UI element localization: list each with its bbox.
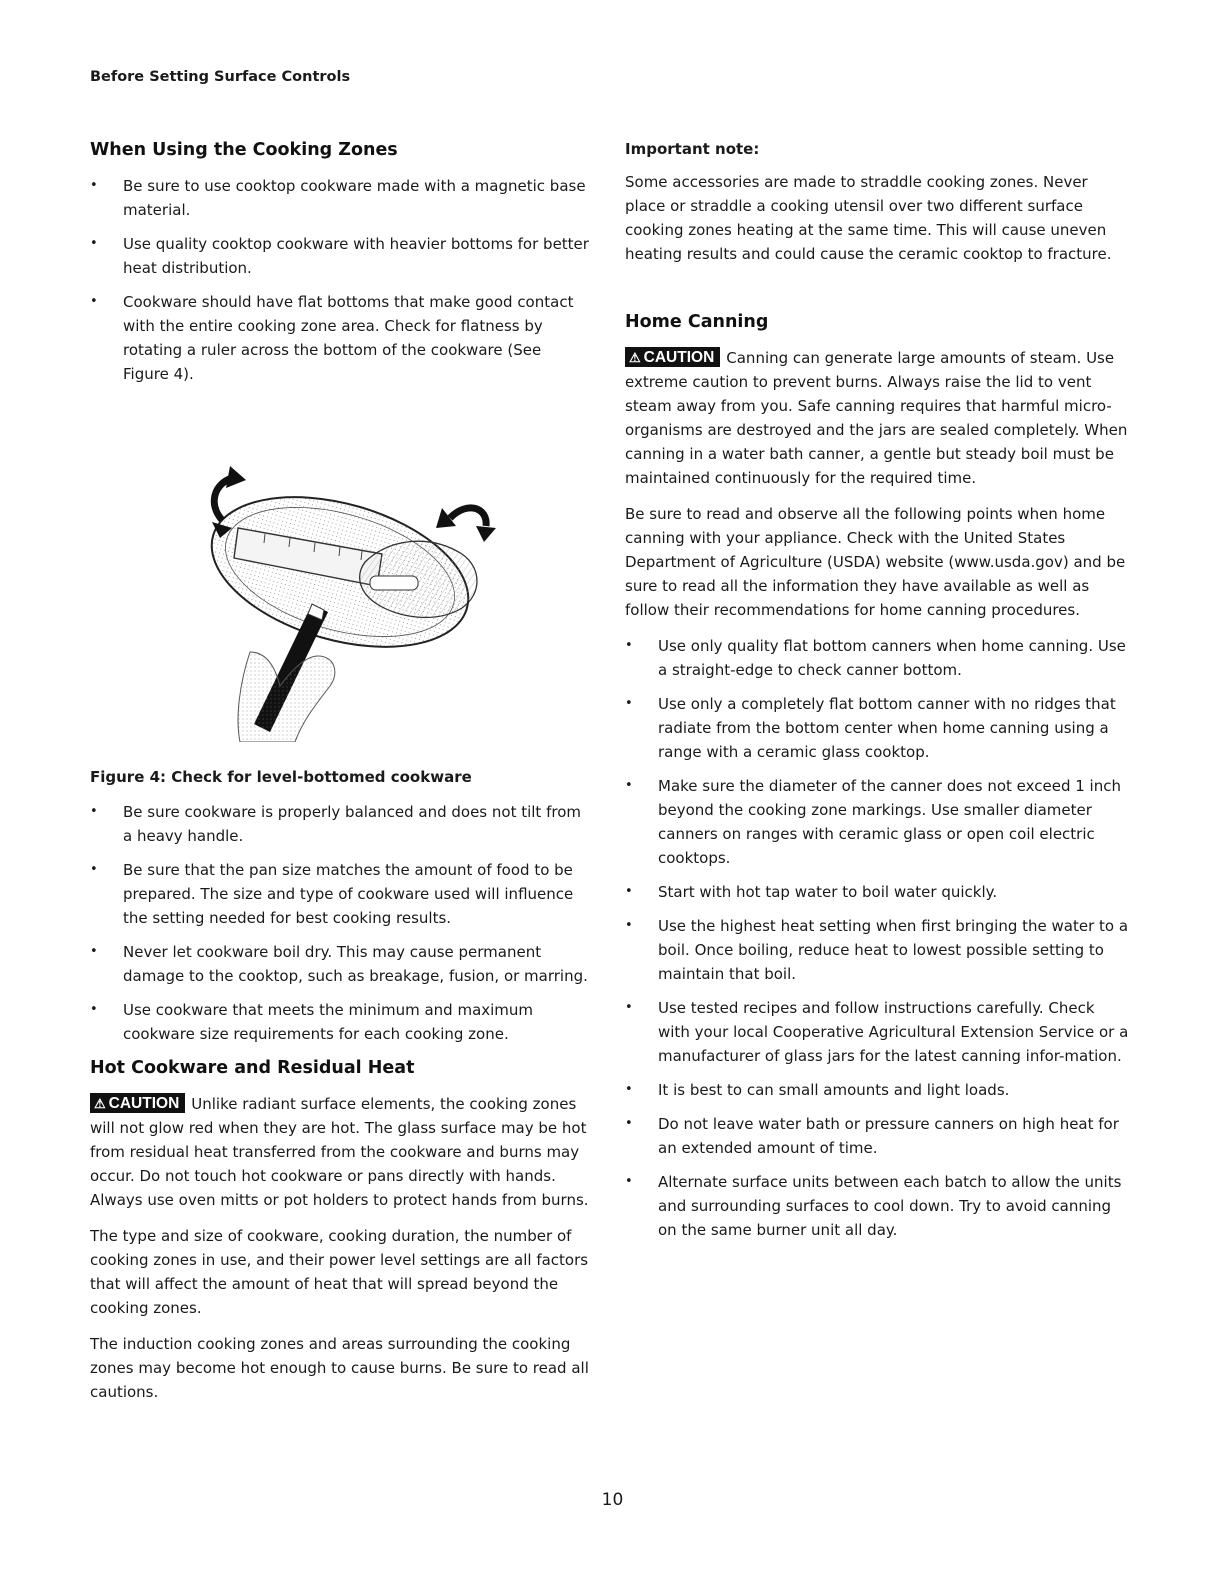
caution-label xyxy=(625,347,720,367)
bullet-icon: • xyxy=(625,638,633,653)
list-item xyxy=(90,940,590,988)
list-item-text: Be sure to use cooktop cookware made with a magnetic base material. xyxy=(123,177,586,219)
list-item xyxy=(90,998,590,1046)
list-item-text: Use quality cooktop cookware with heavier bottoms for better heat distribution. xyxy=(123,235,589,277)
list-item-text: Alternate surface units between each batch to allow the units and surrounding surfaces to cool down. Try to avoid canning on the same burner unit all day. xyxy=(658,1173,1122,1239)
bullet-icon: • xyxy=(90,944,98,959)
home-canning-heading: Home Canning xyxy=(625,312,769,332)
cooking-zones-heading: When Using the Cooking Zones xyxy=(90,140,398,160)
rotate-arrow-right-icon xyxy=(436,508,496,542)
list-item-text: It is best to can small amounts and light loads. xyxy=(658,1081,1010,1099)
list-item-text: Use the highest heat setting when first bringing the water to a boil. Once boiling, reduce heat to lowest possible setting to maintain that boil. xyxy=(658,917,1129,983)
residual-heat-heading: Hot Cookware and Residual Heat xyxy=(90,1058,415,1078)
list-item xyxy=(90,232,590,280)
list-item-text: Be sure cookware is properly balanced and does not tilt from a heavy handle. xyxy=(123,803,581,845)
list-item xyxy=(625,634,1130,682)
list-item xyxy=(625,1170,1130,1242)
list-item-text: Use cookware that meets the minimum and maximum cookware size requirements for each cooking zone. xyxy=(123,1001,534,1043)
right-column xyxy=(625,140,1130,1254)
cooking-zones-list xyxy=(90,174,590,386)
warning-triangle-icon: ⚠ xyxy=(629,350,641,365)
bullet-icon: • xyxy=(625,884,633,899)
list-item xyxy=(625,692,1130,764)
bullet-icon: • xyxy=(90,804,98,819)
list-item-text: Be sure that the pan size matches the amount of food to be prepared. The size and type of cookware used will influence the setting needed for best cooking results. xyxy=(123,861,574,927)
list-item xyxy=(90,290,590,386)
bullet-icon: • xyxy=(625,778,633,793)
bullet-icon: • xyxy=(625,1116,633,1131)
list-item xyxy=(90,174,590,222)
list-item xyxy=(625,914,1130,986)
bullet-icon: • xyxy=(625,1082,633,1097)
list-item xyxy=(90,800,590,848)
bullet-icon: • xyxy=(90,236,98,251)
caution-body: Canning can generate large amounts of steam. Use extreme caution to prevent burns. Always raise the lid to vent steam away from you. Safe canning requires that harmful micro-organisms are destroyed and the jars are sealed completely. When canning in a water bath canner, a gentle but steady boil must be maintained continuously for the required time. xyxy=(625,349,1128,487)
list-item-text: Use only a completely flat bottom canner with no ridges that radiate from the bottom center when home canning using a range with a ceramic glass cooktop. xyxy=(658,695,1116,761)
figure-4-illustration xyxy=(90,442,590,742)
bullet-icon: • xyxy=(625,918,633,933)
bullet-icon: • xyxy=(625,696,633,711)
page-number: 10 xyxy=(601,1490,624,1510)
caution-text: CAUTION xyxy=(643,349,715,366)
running-header: Before Setting Surface Controls xyxy=(90,69,351,85)
residual-heat-paragraph-2: The type and size of cookware, cooking duration, the number of cooking zones in use, and their power level settings are all factors that will affect the amount of heat that will spread beyond the cooking zones. xyxy=(90,1227,589,1317)
bullet-icon: • xyxy=(90,294,98,309)
warning-triangle-icon: ⚠ xyxy=(94,1096,106,1111)
bullet-icon: • xyxy=(90,862,98,877)
cookware-tips-list xyxy=(90,800,590,1046)
list-item-text: Start with hot tap water to boil water quickly. xyxy=(658,883,998,901)
important-note-heading: Important note: xyxy=(625,140,760,158)
important-note-text: Some accessories are made to straddle cooking zones. Never place or straddle a cooking utensil over two different surface cooking zones heating at the same time. This will cause uneven heating results and could cause the ceramic cooktop to fracture. xyxy=(625,173,1112,263)
list-item-text: Cookware should have flat bottoms that make good contact with the entire cooking zone area. Check for flatness by rotating a ruler across the bottom of the cookware (See Figure 4). xyxy=(123,293,574,383)
list-item-text: Use only quality flat bottom canners when home canning. Use a straight-edge to check canner bottom. xyxy=(658,637,1126,679)
list-item xyxy=(625,1112,1130,1160)
list-item-text: Do not leave water bath or pressure canners on high heat for an extended amount of time. xyxy=(658,1115,1119,1157)
bullet-icon: • xyxy=(90,178,98,193)
cookware-ruler-drawing xyxy=(90,442,590,742)
bullet-icon: • xyxy=(625,1000,633,1015)
bullet-icon: • xyxy=(90,1002,98,1017)
caution-text: CAUTION xyxy=(108,1095,180,1112)
left-column xyxy=(90,140,590,1416)
home-canning-paragraph-2: Be sure to read and observe all the following points when home canning with your appliance. Check with the United States Department of Agriculture (USDA) website (www.usda.gov) and be sure to read all the information they have available as well as follow their recommendations for home canning procedures. xyxy=(625,505,1126,619)
list-item xyxy=(625,880,1130,904)
list-item xyxy=(625,774,1130,870)
bullet-icon: • xyxy=(625,1174,633,1189)
list-item xyxy=(625,996,1130,1068)
residual-heat-paragraph-3: The induction cooking zones and areas surrounding the cooking zones may become hot enough to cause burns. Be sure to read all cautions. xyxy=(90,1335,589,1401)
list-item xyxy=(625,1078,1130,1102)
list-item xyxy=(90,858,590,930)
home-canning-caution-paragraph xyxy=(625,346,1130,490)
home-canning-list xyxy=(625,634,1130,1242)
caution-label xyxy=(90,1093,185,1113)
caution-body: Unlike radiant surface elements, the cooking zones will not glow red when they are hot. The glass surface may be hot from residual heat transferred from the cookware and burns may occur. Do not touch hot cookware or pans directly with hands. Always use oven mitts or pot holders to protect hands from burns. xyxy=(90,1095,589,1209)
list-item-text: Make sure the diameter of the canner does not exceed 1 inch beyond the cooking zone markings. Use smaller diameter canners on ranges with ceramic glass or open coil electric cooktops. xyxy=(658,777,1121,867)
list-item-text: Use tested recipes and follow instructions carefully. Check with your local Cooperative Agricultural Extension Service or a manufacturer of glass jars for the latest canning infor-mation. xyxy=(658,999,1129,1065)
residual-heat-caution-paragraph xyxy=(90,1092,590,1212)
list-item-text: Never let cookware boil dry. This may cause permanent damage to the cooktop, such as breakage, fusion, or marring. xyxy=(123,943,588,985)
figure-caption: Figure 4: Check for level-bottomed cookware xyxy=(90,768,472,786)
